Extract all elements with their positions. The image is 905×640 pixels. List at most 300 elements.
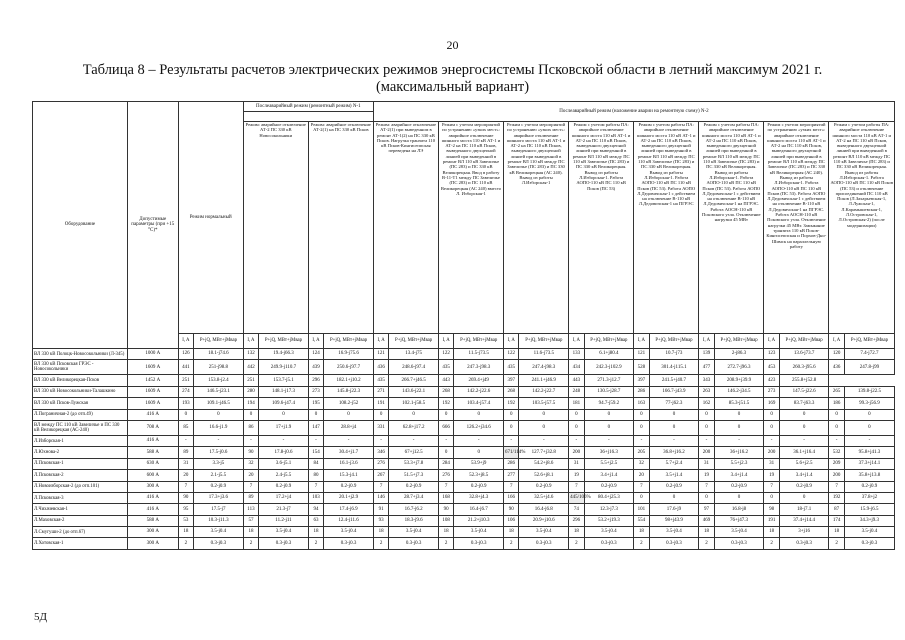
table-row (33, 360, 895, 375)
cell-power-flow: 0 (779, 409, 829, 420)
cell-power-flow: 109.6-j47.4 (259, 398, 309, 409)
cell-current: - (373, 435, 388, 446)
cell-current: 0 (438, 447, 453, 458)
cell-power-flow: 3.5-j0.4 (259, 527, 309, 538)
row-equipment-name: Л.Псковская-2 (33, 470, 128, 481)
cell-current: 0 (243, 409, 258, 420)
cell-power-flow: 17.3+j3.6 (194, 492, 244, 503)
cell-current: 89 (243, 492, 258, 503)
table-row (33, 375, 895, 386)
row-permissible-limit: 1609 А (127, 360, 178, 375)
cell-power-flow: 67+j12.5 (389, 447, 439, 458)
cell-current: - (243, 435, 258, 446)
cell-current: 200 (829, 470, 844, 481)
cell-power-flow: 0 (454, 447, 504, 458)
cell-current: - (178, 435, 193, 446)
cell-power-flow: 0.2-j0.9 (714, 481, 764, 492)
scenario-header-10: Режим с учетом работы ПА: аварийное отключение шинного моста 110 кВ АТ-1 и АТ-2 на ПС 110 кВ Псков, выведенного двухцепной линией при выведенной в ремонт ВЛ 110 кВ между ПС 110 кВ Завеличье (ПС 283) и ПС 330 кВ Великорецкая. Вывод из работы Л.Изборская-1. Работа АОПО-110 кВ ПС 110 кВ Псков (ПС 53) и отключение присоединений ПС 110 кВ Псков (Л.Захарьевская-1, Л.Лужская-1, Л.Карамышевская-1, Л.Островская-1, Л.Островская-2) (после модернизации) (829, 122, 895, 334)
cell-power-flow: 0 (519, 409, 569, 420)
cell-power-flow: 0.3-j0.3 (194, 538, 244, 549)
cell-current: 101 (634, 504, 649, 515)
cell-power-flow: 0 (454, 409, 504, 420)
header-equipment: Оборудование (33, 102, 128, 349)
cell-current: 0 (699, 409, 714, 420)
cell-current: - (699, 435, 714, 446)
cell-current: 7 (438, 481, 453, 492)
cell-power-flow: 0.3-j0.3 (584, 538, 634, 549)
cell-power-flow: 241.1+j46.9 (519, 375, 569, 386)
cell-current: 263 (699, 386, 714, 397)
cell-current: 18 (569, 527, 584, 538)
row-permissible-limit: 708 А (127, 420, 178, 435)
cell-power-flow: 166.7-j43.9 (649, 386, 699, 397)
cell-power-flow: 52.3+j8.5 (454, 470, 504, 481)
cell-power-flow: - (649, 435, 699, 446)
cell-current: - (829, 435, 844, 446)
cell-current: 7 (699, 481, 714, 492)
row-permissible-limit: 1609 А (127, 398, 178, 409)
cell-power-flow: 11.6-j73.5 (519, 349, 569, 360)
cell-power-flow: 11.2-j11 (259, 515, 309, 526)
cell-power-flow: 54.2+j8.6 (519, 458, 569, 469)
unit-power-header: P+jQ, МВт+jМвар (714, 334, 764, 349)
cell-power-flow: 255.8+j52.8 (779, 375, 829, 386)
cell-current: 434 (569, 360, 584, 375)
cell-current: 20 (178, 470, 193, 481)
row-equipment-name: ВЛ 330 кВ Псковская ГРЭС - Новосокольники (33, 360, 128, 375)
cell-power-flow: 0 (519, 420, 569, 435)
cell-current: 31 (569, 458, 584, 469)
cell-power-flow: 3.5-j0.4 (389, 527, 439, 538)
cell-current: 7 (569, 481, 584, 492)
row-equipment-name: Л.Хотовская-1 (33, 538, 128, 549)
cell-current: 268 (438, 386, 453, 397)
cell-power-flow: 3.4+j1.4 (714, 470, 764, 481)
page-number: 20 (446, 38, 459, 52)
cell-power-flow: 0 (779, 420, 829, 435)
cell-power-flow: 36+j16.2 (714, 447, 764, 458)
cell-power-flow: 0.2-j0.9 (389, 481, 439, 492)
cell-current: 205 (634, 447, 649, 458)
cell-current: 7 (373, 481, 388, 492)
row-equipment-name: ВЛ 330 кВ Великорецкая-Псков (33, 375, 128, 386)
cell-power-flow: 34.3+j9.3 (844, 515, 894, 526)
cell-power-flow: 17.2+j4 (259, 492, 309, 503)
footer-mark: 5Д (34, 611, 48, 623)
cell-power-flow: 0 (714, 420, 764, 435)
row-permissible-limit: 416 А (127, 504, 178, 515)
cell-current: 94 (308, 504, 323, 515)
cell-power-flow: 12.3-j7.3 (584, 504, 634, 515)
cell-current: 7 (178, 481, 193, 492)
results-table (32, 101, 895, 550)
cell-current: - (569, 435, 584, 446)
cell-current: 277 (504, 470, 519, 481)
cell-power-flow: 16.7-j6.2 (389, 504, 439, 515)
row-equipment-name: Л.Пограничная-2 (до отп.49) (33, 409, 128, 420)
cell-power-flow: 148.1-j17.3 (259, 386, 309, 397)
cell-current: 200 (764, 447, 779, 458)
cell-power-flow: 5.5+j2.5 (584, 458, 634, 469)
cell-current: 98 (764, 504, 779, 515)
cell-power-flow: 3.4+j1.4 (779, 470, 829, 481)
cell-current: 18 (373, 527, 388, 538)
cell-current: 280 (243, 386, 258, 397)
unit-current-header: I, A (699, 334, 714, 349)
row-permissible-limit: 630 А (127, 458, 178, 469)
cell-current: 2 (504, 538, 519, 549)
cell-power-flow: 52.6+j8.1 (519, 470, 569, 481)
cell-current: 74 (569, 504, 584, 515)
cell-current: 554 (634, 515, 649, 526)
cell-power-flow: 0.2-j0.9 (519, 481, 569, 492)
cell-power-flow: 0 (584, 420, 634, 435)
cell-power-flow: 17.4-j6.9 (324, 504, 374, 515)
cell-current: 666 (438, 420, 453, 435)
cell-power-flow: 0.3-j0.3 (714, 538, 764, 549)
row-equipment-name: Л.Новоизборская-2 (до отп.101) (33, 481, 128, 492)
cell-power-flow: 0 (714, 492, 764, 503)
cell-current: 442 (243, 360, 258, 375)
cell-power-flow: 16.9-j75.6 (324, 349, 374, 360)
cell-power-flow: 10.7-j73 (649, 349, 699, 360)
cell-current: 286 (504, 458, 519, 469)
scenario-header-6: Режим с учетом работы ПА: аварийное отключение шинного моста 110 кВ АТ-1 и АТ-2 на ПС 110 кВ Псков, выведенного двухцепной линией при выведенной в ремонт ВЛ 110 кВ между ПС 110 кВ Завеличье (ПС 283) и ПС 330 кВ Великорецкая. Вывод из работы Л.Изборская-1. Работа АОПО-110 кВ ПС 110 кВ Псков (ПС 53) (569, 122, 634, 334)
table-row (33, 409, 895, 420)
cell-current: 2 (829, 538, 844, 549)
cell-current: 346 (373, 447, 388, 458)
cell-current: 19 (699, 470, 714, 481)
cell-current: 121 (634, 349, 649, 360)
cell-power-flow: 16.6-j1.9 (194, 420, 244, 435)
cell-power-flow: 0 (649, 409, 699, 420)
scenario-header-4: Режим с учетом мероприятий по устранению «узких мест»: аварийное отключение шинного моста 110 кВ АТ-1 и АТ-2 на ПС 110 кВ Псков, выведенного двухцепной линией при выведенной в ремонт ВЛ 110 кВ Завеличье (ПС 283) и ПС 330 кВ Великорецкая. Ввод в работу В-11-Т1 между ПС Завеличье (ПС 283) и ПС 110 кВ Великорецкая (АС 240) вместо Л. Изборская-1 (438, 122, 503, 334)
cell-current: 0 (373, 409, 388, 420)
cell-current: 200 (569, 447, 584, 458)
cell-current: 273 (764, 386, 779, 397)
cell-power-flow: 37.8+j2 (844, 492, 894, 503)
cell-power-flow: 0.3-j0.3 (649, 538, 699, 549)
cell-power-flow: 3.5-j0.4 (649, 527, 699, 538)
header-normal-mode: Режим нормальный (178, 102, 243, 334)
unit-power-header: P+jQ, МВт+jМвар (389, 334, 439, 349)
cell-current: - (308, 435, 323, 446)
header-post-emergency-2: Послеаварийный режим (наложение аварии на ремонтную схему) N-2 (373, 102, 894, 122)
cell-power-flow: 16.4-j6.8 (519, 504, 569, 515)
cell-current: 181 (569, 398, 584, 409)
cell-power-flow: 99.3-j56.9 (844, 398, 894, 409)
cell-current: 123 (764, 349, 779, 360)
cell-power-flow: 30.4+j1.7 (324, 447, 374, 458)
cell-current: 532 (829, 447, 844, 458)
cell-current: 7 (829, 481, 844, 492)
table-row (33, 447, 895, 458)
cell-power-flow: 127.7+j32.8 (519, 447, 569, 458)
cell-current: 251 (243, 375, 258, 386)
cell-power-flow: 18-j7.1 (779, 504, 829, 515)
unit-power-header: P+jQ, МВт+jМвар (649, 334, 699, 349)
scenario-header-7: Режим с учетом работы ПА: аварийное отключение шинного моста 110 кВ АТ-1 и АТ-2 на ПС 110 кВ Псков, выведенного двухцепной линией при выведенной в ремонт ВЛ 110 кВ между ПС 110 кВ Завеличье (ПС 283) и ПС 330 кВ Великорецкая. Вывод из работы Л.Изборская-1. Работа АОПО-110 кВ ПС 110 кВ Псков (ПС 53). Работа АОПО Л.Дедовичская-1 с действием на отключение В-110 кВ Л.Дедовичская-1 на ПГРЭС (634, 122, 699, 334)
cell-current: 268 (504, 386, 519, 397)
cell-current: 80 (308, 470, 323, 481)
row-permissible-limit: 588 А (127, 447, 178, 458)
cell-current: 90 (504, 504, 519, 515)
cell-current: 147 (308, 420, 323, 435)
cell-power-flow: 3.5-j0.4 (584, 527, 634, 538)
cell-power-flow: 0.3-j0.3 (454, 538, 504, 549)
cell-power-flow: - (779, 435, 829, 446)
cell-power-flow: 53.2+j19.3 (584, 515, 634, 526)
cell-current: 19 (569, 470, 584, 481)
unit-current-header: I, A (569, 334, 584, 349)
cell-power-flow: 3.5-j0.4 (324, 527, 374, 538)
cell-current: 435 (438, 360, 453, 375)
cell-power-flow: 98+j43.9 (649, 515, 699, 526)
cell-power-flow: 0.2-j0.9 (844, 481, 894, 492)
cell-power-flow: 0 (714, 409, 764, 420)
cell-power-flow: 0 (844, 409, 894, 420)
unit-current-header: I, A (438, 334, 453, 349)
cell-power-flow: 146.5-j23.1 (194, 386, 244, 397)
cell-power-flow: 76+j47.3 (714, 515, 764, 526)
cell-power-flow: 3+j16 (779, 527, 829, 538)
unit-current-header: I, A (178, 334, 193, 349)
cell-power-flow: 13.6-j73.7 (779, 349, 829, 360)
cell-power-flow: - (324, 435, 374, 446)
cell-power-flow: 126.2+j34.6 (454, 420, 504, 435)
unit-current-header: I, A (764, 334, 779, 349)
unit-current-header: I, A (308, 334, 323, 349)
cell-current: 193 (178, 398, 193, 409)
cell-power-flow: 17.6-j9 (649, 504, 699, 515)
unit-power-header: P+jQ, МВт+jМвар (844, 334, 894, 349)
cell-power-flow: 251-j98.8 (194, 360, 244, 375)
cell-power-flow: 2.4-j5.5 (259, 470, 309, 481)
cell-power-flow: 271.3-j12.7 (584, 375, 634, 386)
cell-current: 97 (699, 504, 714, 515)
cell-current: 18 (699, 527, 714, 538)
cell-power-flow: 0 (779, 492, 829, 503)
table-row (33, 458, 895, 469)
cell-power-flow: 109.1-j46.5 (194, 398, 244, 409)
cell-current: 18 (438, 527, 453, 538)
cell-current: 477 (699, 360, 714, 375)
cell-power-flow: 36+j16.3 (584, 447, 634, 458)
cell-current: 20 (243, 470, 258, 481)
table-row (33, 527, 895, 538)
unit-power-header: P+jQ, МВт+jМвар (194, 334, 244, 349)
cell-power-flow: 0.2-j0.9 (194, 481, 244, 492)
cell-current: 168 (438, 492, 453, 503)
cell-power-flow: 208.9+j39.9 (714, 375, 764, 386)
cell-current: 32 (243, 458, 258, 469)
cell-current: 248 (569, 386, 584, 397)
cell-current: 31 (178, 458, 193, 469)
cell-current: 103 (308, 492, 323, 503)
cell-power-flow: 0.3-j0.3 (259, 538, 309, 549)
cell-power-flow: 0.2-j0.9 (324, 481, 374, 492)
row-equipment-name: Л.Маховская-2 (33, 515, 128, 526)
cell-power-flow: 3.5-j0.4 (844, 527, 894, 538)
table-row (33, 420, 895, 435)
cell-current: 154 (308, 447, 323, 458)
cell-power-flow: 250.6-j97.7 (324, 360, 374, 375)
cell-current: 126 (178, 349, 193, 360)
row-permissible-limit: 416 А (127, 409, 178, 420)
cell-current: 133 (569, 349, 584, 360)
cell-current: 296 (569, 515, 584, 526)
cell-power-flow: 18.3-j9.6 (389, 515, 439, 526)
cell-current: 166 (504, 492, 519, 503)
cell-power-flow: 62.8+j17.2 (389, 420, 439, 435)
cell-power-flow: 53.9+j9 (454, 458, 504, 469)
table-row (33, 504, 895, 515)
row-permissible-limit: 600 А (127, 470, 178, 481)
cell-current: 453 (764, 360, 779, 375)
cell-power-flow: 3.5+j1.4 (649, 470, 699, 481)
cell-current: 671/114% (504, 447, 519, 458)
cell-current: 2 (438, 538, 453, 549)
cell-current: 265 (829, 386, 844, 397)
cell-current: 20 (634, 470, 649, 481)
unit-current-header: I, A (504, 334, 519, 349)
cell-current: 2 (373, 538, 388, 549)
cell-power-flow: 0.2-j0.9 (584, 481, 634, 492)
cell-current: 122 (438, 349, 453, 360)
unit-current-header: I, A (634, 334, 649, 349)
cell-current: - (438, 435, 453, 446)
table-title-line-1: Таблица 8 – Результаты расчетов электрических режимов энергосистемы Псковской области в летний максимум 2021 г. (82, 62, 823, 78)
row-equipment-name: Л.Псковская-3 (33, 492, 128, 503)
table-row (33, 515, 895, 526)
cell-current: 186 (829, 398, 844, 409)
cell-current: 0 (308, 409, 323, 420)
cell-current: 163 (634, 398, 649, 409)
cell-current: 435 (504, 360, 519, 375)
cell-current: 274 (178, 386, 193, 397)
cell-current: 169 (764, 398, 779, 409)
cell-current: 2 (178, 538, 193, 549)
cell-power-flow: 35.8+j13.8 (844, 470, 894, 481)
cell-power-flow: 103.5-j57.5 (519, 398, 569, 409)
cell-current: 18 (178, 527, 193, 538)
cell-current: 113 (243, 504, 258, 515)
cell-current: 286 (634, 386, 649, 397)
cell-current: 121 (373, 349, 388, 360)
cell-power-flow: 3.5-j0.4 (454, 527, 504, 538)
cell-current: 397 (504, 375, 519, 386)
cell-power-flow: 142.2-j22.6 (454, 386, 504, 397)
cell-power-flow: 15.9-j6.5 (844, 504, 894, 515)
cell-power-flow: 83.7-j63.3 (779, 398, 829, 409)
cell-power-flow: 19.4-j66.3 (259, 349, 309, 360)
cell-current: 443 (569, 375, 584, 386)
cell-power-flow: 17+j1.9 (259, 420, 309, 435)
cell-current: 194 (243, 398, 258, 409)
cell-current: 441 (178, 360, 193, 375)
cell-current: 146 (373, 492, 388, 503)
scenario-header-5: Режим с учетом мероприятий по устранению «узких мест»: аварийное отключение шинного моста 110 кВ АТ-1 и АТ-2 на ПС 110 кВ Псков, выведенного двухцепной линией при выведенной в ремонт ВЛ 110 кВ между ПС Завеличье (ПС 283) и ПС 330 кВ Великорецкая (АС 240). Вывод из работы Л.Изборская-1 (504, 122, 569, 334)
cell-current: 0 (178, 409, 193, 420)
cell-power-flow: - (259, 435, 309, 446)
cell-current: 276 (438, 470, 453, 481)
unit-power-header: P+jQ, МВт+jМвар (779, 334, 829, 349)
unit-power-header: P+jQ, МВт+jМвар (584, 334, 634, 349)
cell-current: 89 (178, 447, 193, 458)
scenario-header-3: Режим: аварийное отключение АТ-2(1) при выведенном в ремонт АТ-1(2) на ПС 330 кВ Псков. Нагрузка транзита 110 кВ Псков-Кингисеппская переведена на ЛЭ (373, 122, 438, 334)
cell-power-flow: 0.2-j0.9 (649, 481, 699, 492)
cell-power-flow: 3.3-j5 (194, 458, 244, 469)
cell-power-flow: 77-j62.3 (649, 398, 699, 409)
cell-current: 124 (308, 349, 323, 360)
cell-current: 273 (308, 386, 323, 397)
cell-current: 2 (764, 538, 779, 549)
cell-power-flow: 17.5-j0.6 (194, 447, 244, 458)
cell-power-flow: 182.1+j10.2 (324, 375, 374, 386)
cell-current: 93 (373, 515, 388, 526)
row-equipment-name: ВЛ между ПС 110 кВ Завеличье и ПС 330 кВ Великорецкая (АС-240) (33, 420, 128, 435)
cell-power-flow: 15.3-j4.1 (324, 470, 374, 481)
header-post-emergency-1: Послеаварийный режим (ремонтный режим) N-1 (243, 102, 373, 112)
cell-power-flow: 0 (844, 420, 894, 435)
cell-current: - (634, 435, 649, 446)
cell-current: 85 (178, 420, 193, 435)
table-row (33, 538, 895, 549)
cell-current: 2 (569, 538, 584, 549)
cell-power-flow: 146.2-j34.5 (714, 386, 764, 397)
cell-current: 251 (178, 375, 193, 386)
cell-power-flow: 272.7-j96.3 (714, 360, 764, 375)
cell-power-flow: 13.4-j75 (389, 349, 439, 360)
row-equipment-name: Л.Чихачевская-1 (33, 504, 128, 515)
cell-current: 87 (829, 504, 844, 515)
cell-current: 343 (699, 375, 714, 386)
cell-power-flow: 0.3-j0.3 (779, 538, 829, 549)
table-row (33, 349, 895, 360)
cell-current: 2 (243, 538, 258, 549)
cell-current: 18 (243, 527, 258, 538)
row-permissible-limit: 300 А (127, 538, 178, 549)
cell-power-flow: 51.5+j7.3 (389, 470, 439, 481)
cell-power-flow: 85.3-j51.5 (714, 398, 764, 409)
cell-current: 120 (829, 349, 844, 360)
cell-power-flow: 21.2+j10.3 (454, 515, 504, 526)
row-equipment-name: Л.Псковская-1 (33, 458, 128, 469)
cell-power-flow: 153.7-j5.1 (259, 375, 309, 386)
cell-power-flow: 142.2-j22.7 (519, 386, 569, 397)
cell-power-flow: - (714, 435, 764, 446)
scenario-header-9: Режим с учетом мероприятий по устранению «узких мест»: аварийное отключение шинного моста 110 кВ АТ-1 и АТ-2 на ПС 110 кВ Псков, выведенного двухцепной линией при выведенной в ремонт ВЛ 110 кВ между ПС Завеличье (ПС 283) и ПС 330 кВ Великорецкая (АС 240). Вывод из работы Л.Изборская-1. Работа АОПО-110 кВ ПС 110 кВ Псков (ПС 53). Работа АОПО Л.Дедовичская-1 с действием на отключение В-110 кВ Л.Дедовичская-1 на ПГРЭС. Работа АОСН-110 кВ Псковского узла. Отключение нагрузки 45 МВт. Замыкание транзита 110 кВ Псков-Кингисеппская и Порхов-Дно-Шимск на параллельную работу (764, 122, 829, 334)
cell-current: 436 (829, 360, 844, 375)
cell-power-flow: 301.4-j115.1 (649, 360, 699, 375)
unit-power-header: P+jQ, МВт+jМвар (259, 334, 309, 349)
cell-power-flow: 36.1+j16.4 (779, 447, 829, 458)
cell-current: 435 (373, 375, 388, 386)
cell-current: 0 (634, 492, 649, 503)
cell-current: 192 (829, 492, 844, 503)
cell-power-flow: 260.3-j95.6 (779, 360, 829, 375)
cell-power-flow: 37.3+j14.1 (844, 458, 894, 469)
row-permissible-limit: 300 А (127, 481, 178, 492)
cell-power-flow: 3.5-j0.4 (194, 527, 244, 538)
cell-power-flow: 7.4-j72.7 (844, 349, 894, 360)
header-permissible: Допустимые параметры (при +15 °С)* (127, 102, 178, 349)
cell-power-flow: 0.2-j0.9 (259, 481, 309, 492)
cell-current: 528 (634, 360, 649, 375)
scenario-header-1: Режим: аварийное отключение АТ-2 ПС 330 кВ Новосокольники (243, 122, 308, 334)
cell-power-flow: 11.5-j73.5 (454, 349, 504, 360)
table-row (33, 435, 895, 446)
